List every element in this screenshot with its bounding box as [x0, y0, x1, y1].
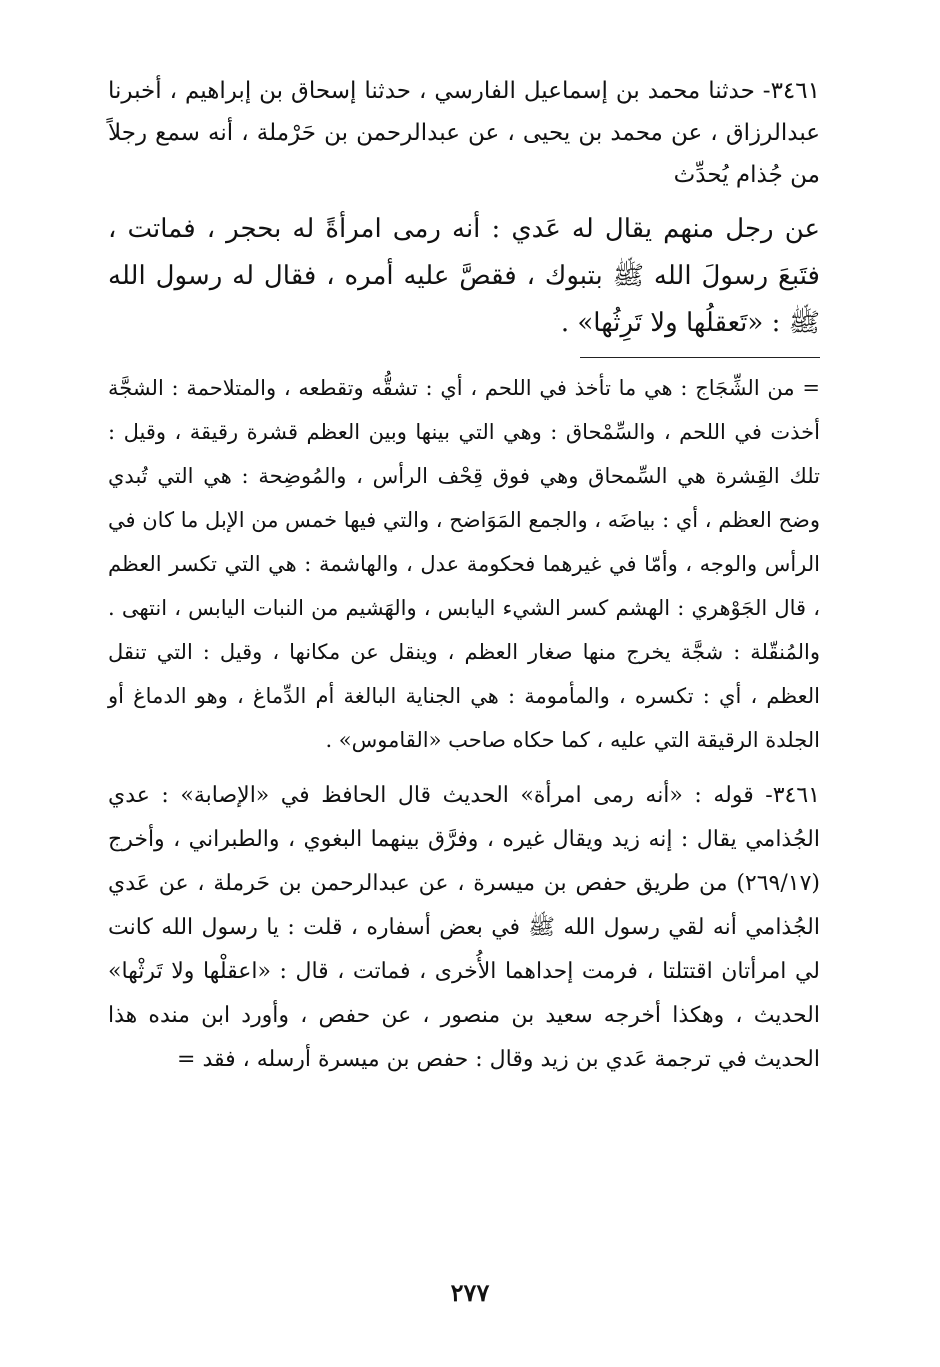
commentary-text: ٣٤٦١- قوله : «أنه رمى امرأة» الحديث قال الحافظ في «الإصابة» : عدي الجُذامي يقال : إنه زيد ويقال غيره ، وفرَّق بينهما البغوي ، والطبراني ، وأخرج (٢٦٩/١٧) من طريق حفص بن ميسرة ، عن عبدالرحمن بن حَرملة ، عن عَدي الجُذامي أنه لقي رسول الله ﷺ في بعض أسفاره ، قلت : يا رسول الله كانت لي امرأتان اقتتلتا ، فرمت إحداهما الأُخرى ، فماتت ، قال : «اعقلْها ولا تَرثْها» الحديث ، وهكذا أخرجه سعيد بن منصور ، عن حفص ، وأورد ابن منده هذا الحديث في ترجمة عَدي بن زيد وقال : حفص بن ميسرة أرسله ، فقد = — [108, 783, 820, 1072]
hadith-chain: ٣٤٦١- حدثنا محمد بن إسماعيل الفارسي ، حدثنا إسحاق بن إبراهيم ، أخبرنا عبدالرزاق ، عن محمد بن يحيى ، عن عبدالرحمن بن حَرْملة ، أنه سمع رجلاً من جُذام يُحدِّث — [108, 78, 820, 188]
page-number: ٢٧٧ — [450, 1278, 490, 1307]
hadith-text: عن رجل منهم يقال له عَدي : أنه رمى امرأةً له بحجر ، فماتت ، فتَبعَ رسولَ الله ﷺ بتبوك ، فقصَّ عليه أمره ، فقال له رسول الله ﷺ : «تَعقلُها ولا تَرِثُها» . — [108, 214, 820, 338]
footnote-divider — [580, 357, 820, 358]
page-body — [108, 70, 820, 1082]
footnote-text: = من الشِّجَاج : هي ما تأخذ في اللحم ، أي : تشقُّه وتقطعه ، والمتلاحمة : الشجَّة أخذت في اللحم ، والسِّمْحاق : وهي التي بينها وبين العظم قشرة رقيقة ، وقيل : تلك القِشرة هي السِّمحاق وهي فوق قِحْف الرأس ، والمُوضِحة : هي التي تُبدي وضح العظم ، أي : بياضَه ، والجمع المَوَاضح ، والتي فيها خمس من الإبل ما كان في الرأس والوجه ، وأمّا في غيرهما فحكومة عدل ، والهاشمة : هي التي تكسر العظم ، قال الجَوْهري : الهشم كسر الشيء اليابس ، والهَشيم من النبات اليابس ، انتهى . والمُنقّلة : شجَّة يخرج منها صغار العظم ، وينقل عن مكانها ، وقيل : التي تنقل العظم ، أي : تكسره ، والمأمومة : هي الجناية البالغة أم الدِّماغ ، وهو الدماغ أو الجلدة الرقيقة التي عليه ، كما حكاه صاحب «القاموس» . — [108, 376, 820, 752]
